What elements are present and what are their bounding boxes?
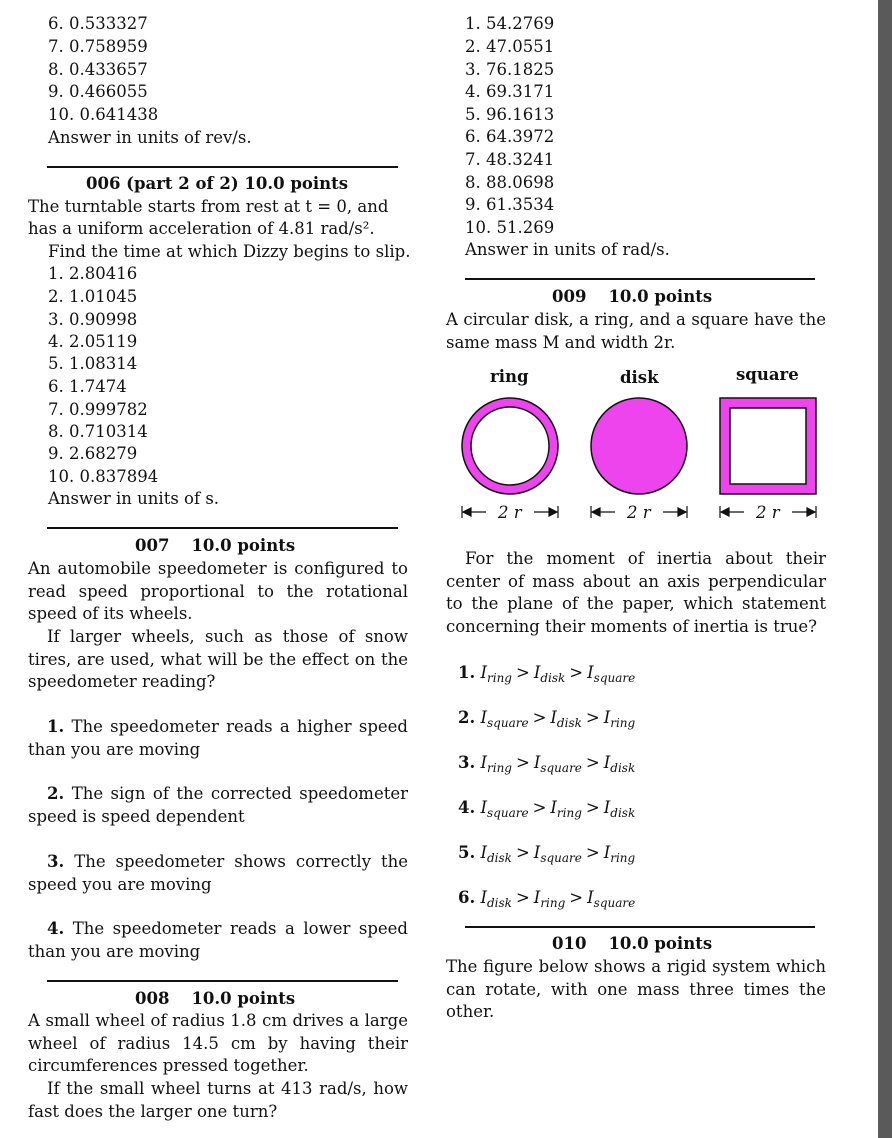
answer-units: Answer in units of rev/s. bbox=[48, 128, 252, 147]
question-009-title: 009 10.0 points bbox=[552, 287, 713, 306]
question-006-text: has a uniform acceleration of 4.81 rad/s². bbox=[28, 219, 375, 238]
answer-option: 1. $I_{ring} > I_{disk} > I_{square}$ bbox=[458, 663, 636, 685]
question-divider bbox=[47, 166, 398, 168]
question-009-prompt: For the moment of inertia about their center of mass about an axis perpendicular to the plane of the paper, which statement concerning their moments of inertia is true? bbox=[446, 549, 826, 636]
disk-shape bbox=[591, 398, 687, 494]
answer-option: 2. $I_{square} > I_{disk} > I_{ring}$ bbox=[458, 708, 636, 730]
answer-option: 6. 0.533327 bbox=[48, 14, 148, 33]
fig-label-square: square bbox=[736, 365, 799, 384]
answer-option: 5. 96.1613 bbox=[465, 105, 555, 124]
question-006-title: 006 (part 2 of 2) 10.0 points bbox=[86, 174, 349, 193]
answer-option: 6. 64.3972 bbox=[465, 127, 555, 146]
answer-option: 5. $I_{disk} > I_{square} > I_{ring}$ bbox=[458, 843, 636, 865]
answer-option: 9. 61.3534 bbox=[465, 195, 555, 214]
answer-option: 1. The speedometer reads a higher speed than you are moving bbox=[28, 717, 408, 759]
scrollbar[interactable] bbox=[878, 0, 892, 1138]
fig-label-disk: disk bbox=[620, 368, 659, 387]
answer-option: 10. 0.641438 bbox=[48, 105, 159, 124]
question-divider bbox=[47, 980, 398, 982]
answer-option: 7. 0.999782 bbox=[48, 400, 148, 419]
width-label-disk: 2 r bbox=[627, 503, 651, 522]
answer-option: 2. The sign of the corrected speedometer speed is speed dependent bbox=[28, 784, 408, 826]
fig-label-ring: ring bbox=[490, 367, 529, 386]
answer-option: 3. 76.1825 bbox=[465, 60, 555, 79]
question-007-text: An automobile speedometer is configured to read speed proportional to the rotational speed of its wheels. bbox=[28, 559, 408, 623]
answer-option: 1. 2.80416 bbox=[48, 264, 138, 283]
answer-option: 7. 0.758959 bbox=[48, 37, 148, 56]
answer-option: 4. 2.05119 bbox=[48, 332, 138, 351]
question-007-title: 007 10.0 points bbox=[135, 536, 296, 555]
ring-shape bbox=[462, 398, 558, 494]
answer-option: 7. 48.3241 bbox=[465, 150, 555, 169]
answer-option: 2. 1.01045 bbox=[48, 287, 138, 306]
answer-option: 9. 2.68279 bbox=[48, 444, 138, 463]
question-006-prompt: Find the time at which Dizzy begins to slip. bbox=[48, 242, 411, 261]
question-divider bbox=[465, 926, 815, 928]
question-009-text: A circular disk, a ring, and a square have the same mass M and width 2r. bbox=[446, 310, 826, 352]
width-label-ring: 2 r bbox=[498, 503, 522, 522]
answer-option: 6. 1.7474 bbox=[48, 377, 127, 396]
answer-option: 3. 0.90998 bbox=[48, 310, 138, 329]
answer-units: Answer in units of s. bbox=[48, 489, 220, 508]
answer-option: 10. 0.837894 bbox=[48, 467, 159, 486]
answer-option: 6. $I_{disk} > I_{ring} > I_{square}$ bbox=[458, 888, 636, 910]
question-divider bbox=[465, 278, 815, 280]
square-shape bbox=[720, 398, 816, 494]
answer-option: 8. 0.433657 bbox=[48, 60, 148, 79]
answer-option: 4. 69.3171 bbox=[465, 82, 555, 101]
answer-option: 4. The speedometer reads a lower speed than you are moving bbox=[28, 919, 408, 961]
answer-option: 9. 0.466055 bbox=[48, 82, 148, 101]
answer-option: 3. $I_{ring} > I_{square} > I_{disk}$ bbox=[458, 753, 636, 775]
answer-option: 2. 47.0551 bbox=[465, 37, 555, 56]
answer-units: Answer in units of rad/s. bbox=[465, 240, 670, 259]
question-008-title: 008 10.0 points bbox=[135, 989, 296, 1008]
question-008-text: A small wheel of radius 1.8 cm drives a large wheel of radius 14.5 cm by having their circumferences pressed together. bbox=[28, 1011, 408, 1075]
answer-option: 1. 54.2769 bbox=[465, 14, 555, 33]
answer-option: 10. 51.269 bbox=[465, 218, 555, 237]
answer-option: 5. 1.08314 bbox=[48, 354, 138, 373]
question-008-prompt: If the small wheel turns at 413 rad/s, how fast does the larger one turn? bbox=[28, 1079, 408, 1121]
question-006-text: The turntable starts from rest at t = 0, and bbox=[28, 197, 389, 216]
question-010-text: The figure below shows a rigid system which can rotate, with one mass three times the other. bbox=[446, 957, 826, 1021]
answer-option: 4. $I_{square} > I_{ring} > I_{disk}$ bbox=[458, 798, 636, 820]
answer-option: 8. 88.0698 bbox=[465, 173, 555, 192]
answer-option: 3. The speedometer shows correctly the speed you are moving bbox=[28, 852, 409, 894]
answer-option: 8. 0.710314 bbox=[48, 422, 148, 441]
question-010-title: 010 10.0 points bbox=[552, 934, 713, 953]
width-label-square: 2 r bbox=[756, 503, 780, 522]
question-007-prompt: If larger wheels, such as those of snow tires, are used, what will be the effect on the speedometer reading? bbox=[28, 627, 408, 691]
question-divider bbox=[47, 527, 398, 529]
